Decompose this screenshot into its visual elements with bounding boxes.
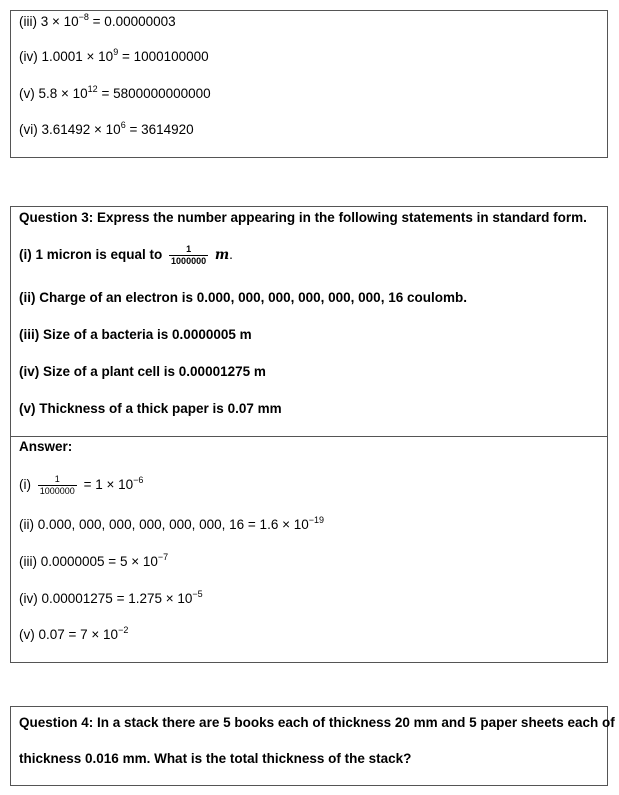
question-4-box — [10, 706, 615, 786]
answer-iii: (iii) $0.0000005 = 5 \times 10^{-7}$ — [19, 552, 169, 569]
answer-i: (i) $\frac{1}{1000000}$ = $1 \times 10^{-6}$ — [19, 474, 144, 496]
question-3-title: Question 3: Express the number appearing in the following statements in standard form. — [19, 210, 587, 225]
answer-box-q2-continued — [10, 10, 608, 158]
question-3-item-iv: (iv) Size of a plant cell is 0.00001275 m — [19, 364, 266, 379]
answer-v: (v) $0.07 = 7 \times 10^{-2}$ — [19, 625, 129, 642]
fraction: $\frac{1}{1000000}$ — [171, 244, 207, 266]
answer-line-vi: (vi) $3.61492 \times 10^6 = 3614920$ — [19, 120, 194, 137]
question-3-item-v: (v) Thickness of a thick paper is 0.07 mm — [19, 401, 282, 416]
question-4-line-2: thickness 0.016 mm. What is the total thickness of the stack? — [19, 751, 412, 766]
question-3-item-ii: (ii) Charge of an electron is 0.000, 000, 000, 000, 000, 000, 16 coulomb. — [19, 290, 467, 305]
answer-iv: (iv) $0.00001275 = 1.275 \times 10^{-5}$ — [19, 589, 203, 606]
question-3-box — [10, 206, 608, 663]
answer-ii: (ii) 0.000, 000, 000, 000, 000, 000, $16 = 1.6 \times 10^{-19}$ — [19, 515, 325, 532]
answer-label: Answer: — [19, 439, 73, 454]
answer-line-iii: (iii) $3 \times 10^{-8} = 0.00000003$ — [19, 12, 176, 29]
fraction: $\frac{1}{1000000}$ — [39, 474, 75, 496]
divider — [11, 436, 607, 437]
question-3-item-i: (i) 1 micron is equal to $\frac{1}{1000000}$ m. — [19, 244, 233, 266]
answer-line-v: (v) $5.8 \times 10^{12} = 5800000000000$ — [19, 84, 211, 101]
question-3-item-iii: (iii) Size of a bacteria is 0.0000005 m — [19, 327, 252, 342]
answer-line-iv: (iv) $1.0001 \times 10^9 = 1000100000$ — [19, 47, 209, 64]
question-4-line-1: Question 4: In a stack there are 5 books each of thickness 20 mm and 5 paper sheets each of — [19, 715, 615, 730]
